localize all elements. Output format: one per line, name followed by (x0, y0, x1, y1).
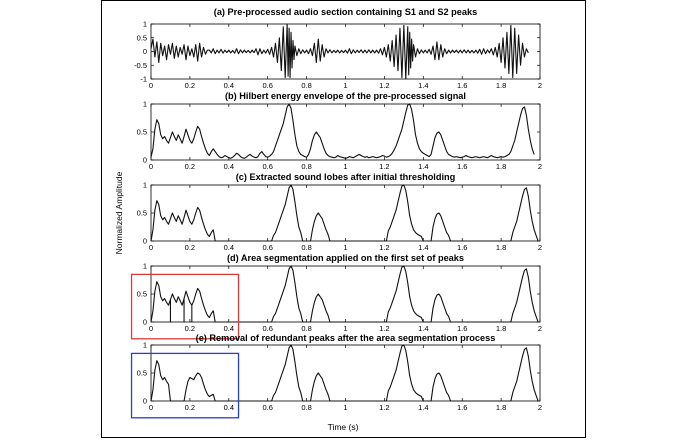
signal-line (151, 185, 538, 241)
x-tick-label: 1.8 (495, 162, 507, 171)
x-tick-label: 1.6 (456, 243, 468, 252)
x-tick-label: 0.4 (223, 162, 235, 171)
y-tick-label: 0.5 (136, 127, 147, 137)
x-tick-label: 1.6 (456, 403, 468, 412)
x-tick-label: 0.2 (184, 403, 196, 412)
x-tick-label: 0.2 (184, 162, 196, 171)
x-tick-label: 0.6 (262, 324, 273, 333)
x-tick-label: 0 (148, 162, 154, 171)
y-tick-label: 0 (142, 396, 147, 406)
y-tick-label: 0.5 (136, 289, 147, 299)
axes-box (151, 104, 540, 160)
y-tick-label: 0.5 (136, 208, 147, 218)
x-tick-label: 1.4 (418, 324, 429, 333)
x-tick-label: 1.2 (379, 403, 390, 412)
x-tick-label: 0.8 (301, 324, 312, 333)
x-tick-label: 1 (343, 81, 348, 90)
y-tick-label: 1 (142, 19, 147, 29)
figure-ylabel: Normalized Amplitude (114, 171, 124, 255)
x-tick-label: 1.2 (379, 243, 390, 252)
panel-b (137, 91, 543, 171)
y-tick-label: 1 (142, 99, 147, 109)
x-tick-label: 1 (343, 243, 348, 252)
x-tick-label: 1.2 (379, 162, 390, 171)
x-tick-label: 0 (148, 324, 154, 333)
x-tick-label: 1.8 (495, 243, 507, 252)
x-tick-label: 0.8 (301, 162, 312, 171)
x-tick-label: 2 (537, 81, 543, 90)
panel-e (132, 333, 543, 418)
x-tick-label: 1.2 (379, 81, 390, 90)
x-tick-label: 0.8 (301, 243, 312, 252)
y-tick-label: 1 (142, 340, 147, 350)
x-tick-label: 0.4 (223, 243, 235, 252)
x-tick-label: 1.4 (418, 403, 429, 412)
panel-title: (b) Hilbert energy envelope of the pre-processed signal (225, 91, 466, 101)
x-tick-label: 2 (537, 162, 543, 171)
signal-line (151, 24, 528, 79)
x-tick-label: 0.8 (301, 81, 312, 90)
x-tick-label: 1.8 (495, 403, 507, 412)
y-tick-label: 0 (142, 47, 147, 57)
panel-c (137, 172, 543, 252)
y-tick-label: 1 (142, 180, 147, 190)
x-tick-label: 1 (343, 324, 348, 333)
panel-title: (c) Extracted sound lobes after initial thresholding (235, 172, 456, 182)
x-tick-label: 0.4 (223, 81, 235, 90)
figure-xlabel: Time (s) (327, 422, 359, 432)
y-tick-label: 0.5 (136, 368, 147, 378)
panel-d (132, 253, 543, 339)
x-tick-label: 0 (148, 403, 154, 412)
x-tick-label: 0.2 (184, 324, 196, 333)
x-tick-label: 1.4 (418, 81, 429, 90)
x-tick-label: 0.6 (262, 81, 273, 90)
panel-title: (d) Area segmentation applied on the first set of peaks (226, 253, 465, 263)
x-tick-label: 1.6 (456, 324, 468, 333)
x-tick-label: 1 (343, 403, 348, 412)
x-tick-label: 2 (537, 324, 543, 333)
y-tick-label: 0 (142, 317, 147, 327)
x-tick-label: 0.4 (223, 403, 235, 412)
x-tick-label: 1.4 (418, 243, 429, 252)
x-tick-label: 1.4 (418, 162, 429, 171)
x-tick-label: 1.2 (379, 324, 390, 333)
x-tick-label: 0.2 (184, 81, 196, 90)
x-tick-label: 0.6 (262, 403, 273, 412)
x-tick-label: 0.6 (262, 162, 273, 171)
x-tick-label: 0 (148, 243, 154, 252)
panel-a (134, 7, 542, 90)
x-tick-label: 2 (537, 403, 543, 412)
x-tick-label: 2 (537, 243, 543, 252)
x-tick-label: 1.8 (495, 324, 507, 333)
x-tick-label: 1.6 (456, 162, 468, 171)
y-tick-label: -1 (140, 74, 147, 84)
x-tick-label: 0.6 (262, 243, 273, 252)
x-tick-label: 1 (343, 162, 348, 171)
y-tick-label: 0 (142, 155, 147, 165)
y-tick-label: 0 (142, 236, 147, 246)
panels-group (132, 7, 543, 418)
x-tick-label: 0 (148, 81, 154, 90)
x-tick-label: 0.2 (184, 243, 196, 252)
x-tick-label: 0.8 (301, 403, 312, 412)
y-tick-label: -0.5 (134, 60, 147, 70)
panel-title: (a) Pre-processed audio section containing S1 and S2 peaks (213, 7, 478, 17)
panel-title: (e) Removal of redundant peaks after the area segmentation process (195, 333, 496, 343)
x-tick-label: 0.4 (223, 324, 235, 333)
y-tick-label: 0.5 (136, 33, 147, 43)
y-tick-label: 1 (142, 261, 147, 271)
x-tick-label: 1.8 (495, 81, 507, 90)
signal-line (151, 104, 534, 158)
axes-box (151, 24, 540, 79)
axes-box (151, 185, 540, 241)
x-tick-label: 1.6 (456, 81, 468, 90)
